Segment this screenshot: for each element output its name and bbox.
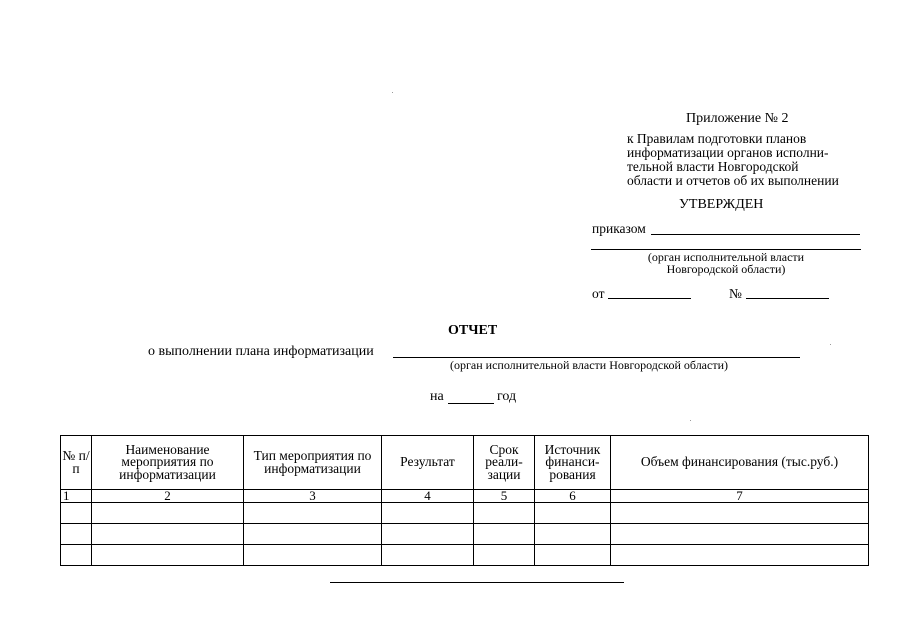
column-header-source: Источник финанси- рования [535, 436, 611, 490]
table-cell [61, 524, 92, 545]
column-number: 5 [474, 490, 535, 503]
table-cell [92, 545, 244, 566]
number-label: № [729, 286, 742, 301]
rules-line: тельной власти Новгородской [627, 159, 799, 174]
table-cell [382, 545, 474, 566]
table-cell [244, 503, 382, 524]
number-fill-line [746, 298, 829, 299]
table-cell [61, 545, 92, 566]
order-label: приказом [592, 221, 646, 236]
rules-line: области и отчетов об их выполнении [627, 173, 839, 188]
table-cell [382, 503, 474, 524]
table-cell [92, 503, 244, 524]
date-label: от [592, 286, 605, 301]
table-row [61, 545, 869, 566]
authority-caption-line: Новгородской области) [666, 262, 786, 276]
rules-reference [627, 132, 839, 188]
column-header-volume: Объем финансирования (тыс.руб.) [611, 436, 869, 490]
report-title: ОТЧЕТ [448, 323, 498, 338]
table-cell [535, 524, 611, 545]
order-fill-line [651, 234, 860, 235]
rules-line: информатизации органов исполни- [627, 145, 829, 160]
year-suffix: год [497, 389, 517, 404]
table-cell [474, 503, 535, 524]
table-header-row [61, 436, 869, 490]
year-fill-line [448, 403, 494, 404]
table-cell [474, 524, 535, 545]
column-header-name: Наименование мероприятия по информатизации [92, 436, 244, 490]
year-prefix: на [430, 389, 444, 404]
table-cell [244, 545, 382, 566]
report-table [60, 435, 869, 566]
column-number: 7 [611, 490, 869, 503]
scan-speck [690, 420, 691, 421]
appendix-title: Приложение № 2 [686, 111, 789, 126]
table-cell [535, 503, 611, 524]
table-row [61, 503, 869, 524]
table-cell [611, 503, 869, 524]
column-number: 3 [244, 490, 382, 503]
authority-caption-line: (орган исполнительной власти [647, 250, 805, 264]
column-number-row [61, 490, 869, 503]
column-number: 1 [61, 490, 92, 503]
table-row [61, 524, 869, 545]
table-cell [474, 545, 535, 566]
column-header-term: Срок реали- зации [474, 436, 535, 490]
table-cell [611, 524, 869, 545]
report-authority-caption: (орган исполнительной власти Новгородской области) [450, 358, 728, 372]
column-header-index: № п/п [61, 436, 92, 490]
scan-speck [392, 92, 393, 93]
bottom-signature-line [330, 582, 624, 583]
column-header-result: Результат [382, 436, 474, 490]
table-cell [61, 503, 92, 524]
column-number: 2 [92, 490, 244, 503]
approved-stamp-text: УТВЕРЖДЕН [679, 197, 764, 212]
column-header-type: Тип мероприятия по информатизации [244, 436, 382, 490]
date-fill-line [608, 298, 691, 299]
rules-line: к Правилам подготовки планов [627, 131, 807, 146]
table-cell [611, 545, 869, 566]
table-cell [535, 545, 611, 566]
scan-speck [830, 344, 831, 345]
column-number: 4 [382, 490, 474, 503]
column-number: 6 [535, 490, 611, 503]
table-cell [244, 524, 382, 545]
table-cell [92, 524, 244, 545]
table-cell [382, 524, 474, 545]
authority-caption [640, 251, 812, 275]
report-subtitle: о выполнении плана информатизации [148, 344, 374, 359]
